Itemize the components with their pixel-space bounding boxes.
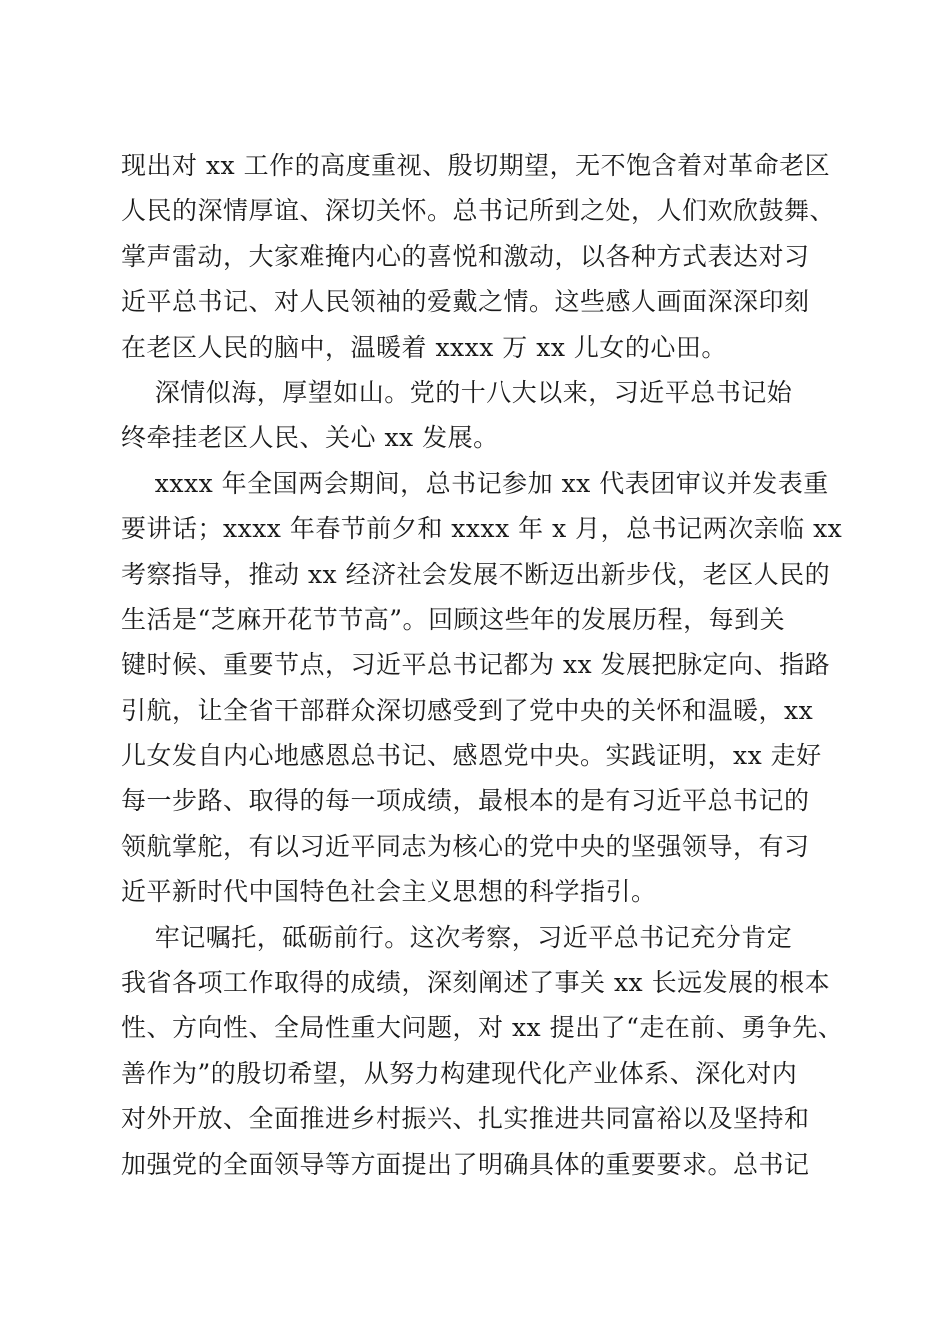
text-line: 善作为”的殷切希望，从努力构建现代化产业体系、深化对内 bbox=[121, 1058, 798, 1088]
text-line: 在老区人民的脑中，温暖着 xxxx 万 xx 儿女的心田。 bbox=[121, 332, 727, 362]
text-line: 我省各项工作取得的成绩，深刻阐述了事关 xx 长远发展的根本 bbox=[121, 968, 831, 998]
paragraph-start-line: 深情似海，厚望如山。党的十八大以来，习近平总书记始 bbox=[121, 377, 793, 407]
text-line: 要讲话；xxxx 年春节前夕和 xxxx 年 x 月，总书记两次亲临 xx bbox=[121, 514, 843, 544]
text-line: 近平新时代中国特色社会主义思想的科学指引。 bbox=[121, 877, 657, 907]
paragraph-start-line: xxxx 年全国两会期间，总书记参加 xx 代表团审议并发表重 bbox=[121, 468, 829, 498]
body-text bbox=[121, 143, 844, 1187]
paragraph-start-line: 牢记嘱托，砥砺前行。这次考察，习近平总书记充分肯定 bbox=[121, 922, 793, 952]
text-line: 加强党的全面领导等方面提出了明确具体的重要要求。总书记 bbox=[121, 1149, 810, 1179]
text-line: 每一步路、取得的每一项成绩，最根本的是有习近平总书记的 bbox=[121, 786, 810, 816]
text-line: 引航，让全省干部群众深切感受到了党中央的关怀和温暖，xx bbox=[121, 695, 814, 725]
text-line: 领航掌舵，有以习近平同志为核心的党中央的坚强领导，有习 bbox=[121, 831, 810, 861]
text-line: 人民的深情厚谊、深切关怀。总书记所到之处，人们欢欣鼓舞、 bbox=[121, 196, 836, 226]
text-line: 性、方向性、全局性重大问题，对 xx 提出了“走在前、勇争先、 bbox=[121, 1013, 844, 1043]
text-line: 儿女发自内心地感恩总书记、感恩党中央。实践证明，xx 走好 bbox=[121, 741, 822, 771]
text-line: 对外开放、全面推进乡村振兴、扎实推进共同富裕以及坚持和 bbox=[121, 1104, 810, 1134]
text-line: 生活是“芝麻开花节节高”。回顾这些年的发展历程，每到关 bbox=[121, 604, 786, 634]
text-line: 现出对 xx 工作的高度重视、殷切期望，无不饱含着对革命老区 bbox=[121, 151, 831, 180]
text-line: 近平总书记、对人民领袖的爱戴之情。这些感人画面深深印刻 bbox=[121, 287, 810, 317]
text-line: 键时候、重要节点，习近平总书记都为 xx 发展把脉定向、指路 bbox=[121, 650, 831, 680]
text-line: 掌声雷动，大家难掩内心的喜悦和激动，以各种方式表达对习 bbox=[121, 241, 810, 271]
text-line: 终牵挂老区人民、关心 xx 发展。 bbox=[121, 423, 499, 453]
text-line: 考察指导，推动 xx 经济社会发展不断迈出新步伐，老区人民的 bbox=[121, 559, 831, 589]
